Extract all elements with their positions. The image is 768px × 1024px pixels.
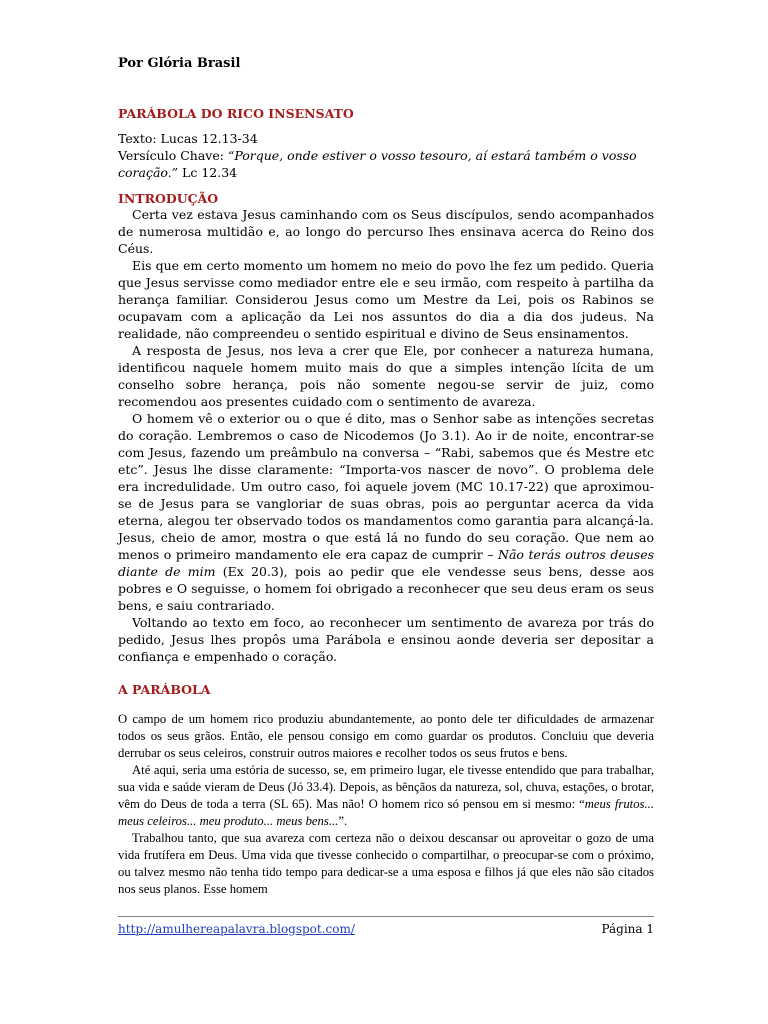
versiculo-label: Versículo Chave: (118, 148, 228, 163)
section-heading-introducao: INTRODUÇÃO (118, 191, 219, 206)
versiculo-line (118, 147, 654, 181)
author-line: Por Glória Brasil (118, 56, 241, 71)
parabola-body (118, 711, 654, 898)
paragraph-text: Até aqui, seria uma estória de sucesso, se, em primeiro lugar, ele tivesse entendido que para trabalhar, sua vida e saúde vieram de Deus (Jó 33.4). Depois, as bênçãos da natureza, sol, chuva, estações, o brotar, vêm do Deus de toda a terra (SL 65). Mas não! O homem rico só pensou em si mesmo: “ (118, 763, 654, 811)
paragraph-text: O homem vê o exterior ou o que é dito, mas o Senhor sabe as intenções secretas do coração. Lembremos o caso de Nicodemos (Jo 3.1). Ao ir de noite, encontrar-se com Jesus, fazendo um preâmbulo na conversa – “Rabi, sabemos que és Mestre etc etc”. Jesus lhe disse claramente: “Importa-vos nascer de novo”. O problema dele era incredulidade. Um outro caso, foi aquele jovem (MC 10.17-22) que aproximou-se de Jesus para se vangloriar de suas obras, pois ao perguntar acerca da vida eterna, alegou ter observado todos os mandamentos como garantia para alcançá-la. Jesus, cheio de amor, mostra o que está lá no fundo do seu coração. Que nem ao menos o primeiro mandamento ele era capaz de cumprir – (118, 411, 654, 562)
versiculo-quote: “Porque, onde estiver o vosso tesouro, aí estará também o vosso coração.” (118, 148, 637, 180)
page-number: Página 1 (601, 922, 654, 936)
paragraph (118, 410, 654, 614)
texto-line: Texto: Lucas 12.13-34 (118, 131, 258, 146)
paragraph: Eis que em certo momento um homem no meio do povo lhe fez um pedido. Queria que Jesus servisse como mediador entre ele e seu irmão, com respeito à partilha da herança familiar. Considerou Jesus como um Mestre da Lei, pois os Rabinos se ocupavam com a aplicação da Lei nos assuntos do dia a dia dos judeus. Na realidade, não compreendeu o sentido espiritual e divino de Seus ensinamentos. (118, 258, 654, 341)
section-heading-parabola: A PARÁBOLA (118, 682, 211, 697)
paragraph: A resposta de Jesus, nos leva a crer que Ele, por conhecer a natureza humana, identificou naquele homem muito mais do que a simples intenção lícita de um conselho sobre herança, pois não somente negou-se servir de juiz, como recomendou aos presentes cuidado com o sentimento de avareza. (118, 343, 654, 409)
document-page (118, 56, 654, 898)
paragraph-text: (Ex 20.3), pois ao pedir que ele vendesse seus bens, desse aos pobres e O seguisse, o homem foi obrigado a reconhecer que seu deus eram os seus bens, e saiu contrariado. (118, 564, 654, 613)
paragraph: Trabalhou tanto, que sua avareza com certeza não o deixou descansar ou aproveitar o gozo de uma vida frutífera em Deus. Uma vida que tivesse conhecido o compartilhar, o preocupar-se com o próximo, ou talvez mesmo não tenha tido tempo para dedicar-se a uma esposa e filhos já que eles não são citados nos seus planos. Esse homem (118, 831, 654, 896)
document-title: PARÁBOLA DO RICO INSENSATO (118, 106, 354, 121)
paragraph-text: ”. (338, 814, 348, 828)
paragraph: Certa vez estava Jesus caminhando com os Seus discípulos, sendo acompanhados de numerosa multidão e, ao longo do percurso lhes ensinava acerca do Reino dos Céus. (118, 207, 654, 256)
paragraph: O campo de um homem rico produziu abundantemente, ao ponto dele ter dificuldades de armazenar todos os seus grãos. Então, ele pensou consigo em como guardar os produtos. Concluiu que deveria derrubar os seus celeiros, construir outros maiores e recolher todos os seus frutos e bens. (118, 712, 654, 760)
versiculo-ref: Lc 12.34 (178, 165, 238, 180)
scripture-reference (118, 130, 654, 181)
paragraph (118, 762, 654, 830)
page-footer (118, 916, 654, 936)
introducao-body (118, 206, 654, 665)
paragraph-emphasis: meus frutos... meus celeiros... meu produto... meus bens... (118, 797, 654, 828)
paragraph: Voltando ao texto em foco, ao reconhecer um sentimento de avareza por trás do pedido, Jesus lhes propôs uma Parábola e ensinou aonde deveria ser depositar a confiança e empenhado o coração. (118, 615, 654, 664)
paragraph-emphasis: Não terás outros deuses diante de mim (118, 547, 654, 579)
blog-link[interactable]: http://amulhereapalavra.blogspot.com/ (118, 922, 355, 936)
